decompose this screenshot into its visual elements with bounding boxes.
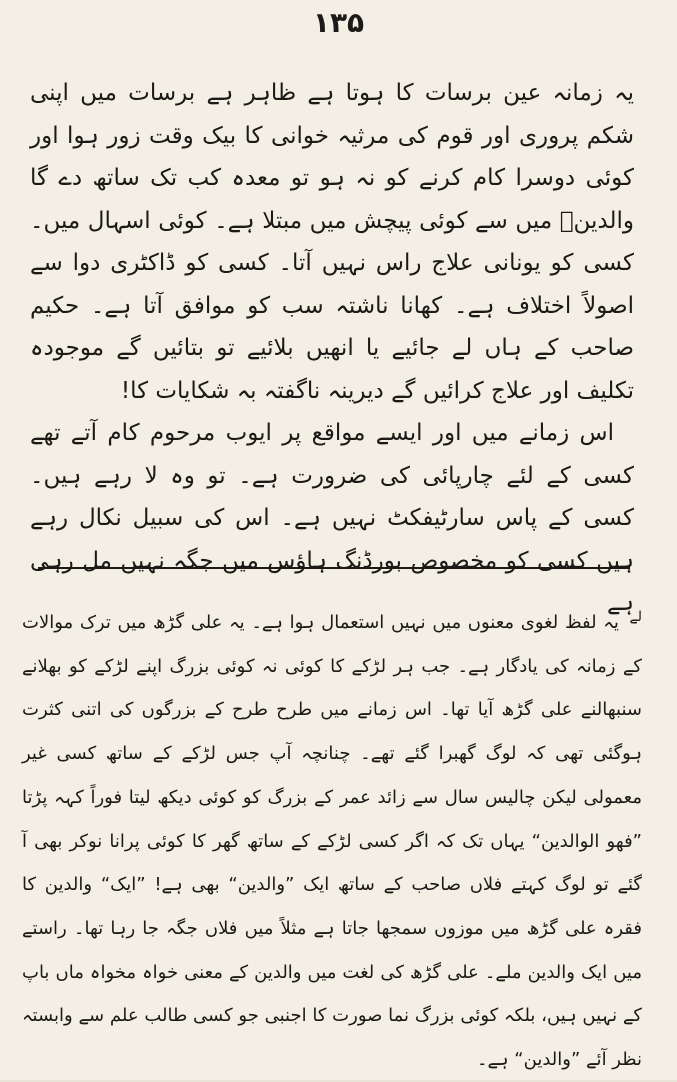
footnote-marker: لے [629,609,642,625]
footnote [22,596,642,1082]
paragraph: اس زمانے میں اور ایسے مواقع پر ایوب مرحوم کام آتے تھے کسی کے لئے چارپائی کی ضرورت ہے۔ تو وہ لا رہے ہیں۔ کسی کے پاس سارٹیفکٹ نہیں ہے۔ اس کی سبیل نکال رہے ہیں کسی کو مخصوص بورڈنگ ہاؤس میں جگہ نہیں مل رہی ہے [30,420,634,616]
main-text [30,72,634,625]
footnote-divider [38,567,630,569]
page-number: ۱۳۵ [312,6,365,39]
footnote-text: یہ لفظ لغوی معنوں میں نہیں استعمال ہوا ہے۔ یہ علی گڑھ میں ترک موالات کے زمانہ کی یادگار ہے۔ جب ہر لڑکے کا کوئی نہ کوئی بزرگ اپنے لڑکے کو بھلانے سنبھالنے علی گڑھ آیا تھا۔ اس زمانے میں طرح طرح کے بزرگوں کی اتنی کثرت ہوگئی تھی کہ لوگ گھبرا گئے تھے۔ چنانچہ آپ جس لڑکے کے ساتھ کسی غیر معمولی لیکن چالیس سال سے زائد عمر کے بزرگ کو کوئی دیکھ لیتا فوراً کہہ پڑتا ”فھو الوالدین“ یہاں تک کہ اگر کسی لڑکے کے ساتھ گھر کا کوئی پرانا نوکر بھی آ گئے تو لوگ کہتے فلاں صاحب کے ساتھ ایک ”والدین“ بھی ہے! ”ایک“ والدین کا فقرہ علی گڑھ میں موزوں سمجھا جاتا ہے مثلاً میں فلاں جگہ جا رہا تھا۔ راستے میں ایک والدین ملے۔ علی گڑھ کی لغت میں والدین کے معنی خواہ مخواہ ماں باپ کے نہیں ہیں، بلکہ کوئی بزرگ نما صورت کا اجنبی جو کسی طالب علم سے وابستہ نظر آئے ”والدین“ ہے۔ [22,612,642,1071]
paragraph: یہ زمانہ عین برسات کا ہوتا ہے ظاہر ہے برسات میں اپنی شکم پروری اور قوم کی مرثیہ خوانی کا بیک وقت زور ہوا اور کوئی دوسرا کام کرنے کو نہ ہو تو معدہ کب تک ساتھ دے گا والدینؔ میں سے کوئی پیچش میں مبتلا ہے۔ کوئی اسہال میں۔ کسی کو یونانی علاج راس نہیں آتا۔ کسی کو ڈاکٹری دوا سے اصولاً اختلاف ہے۔ کھانا ناشتہ سب کو موافق آتا ہے۔ حکیم صاحب کے ہاں لے جائیے یا انھیں بلائیے تو بتائیں گے موجودہ تکلیف اور علاج کرائیں گے دیرینہ ناگفتہ بہ شکایات کا! [30,80,634,404]
